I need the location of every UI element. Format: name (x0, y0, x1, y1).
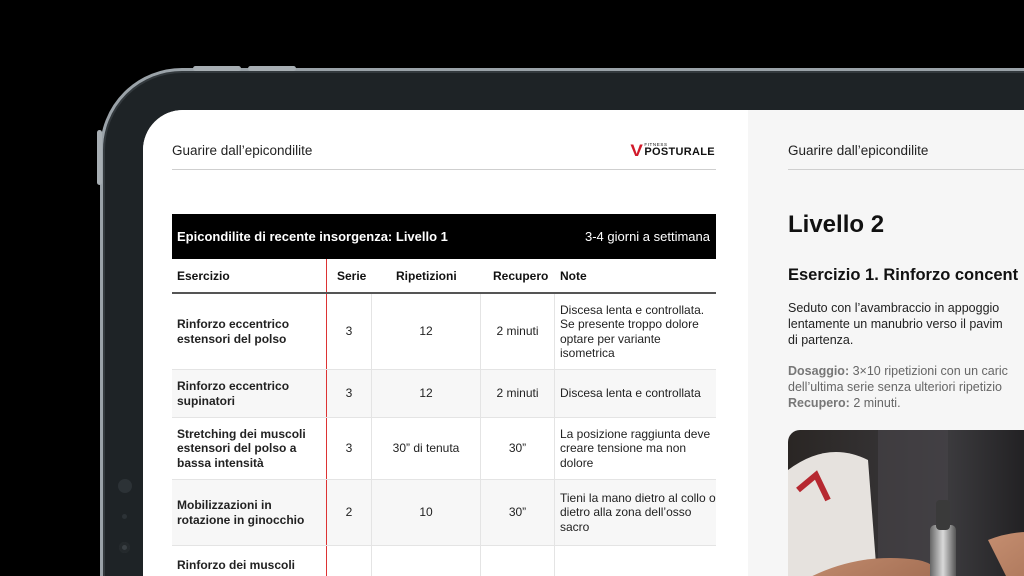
cell-rest: 30” (481, 418, 555, 479)
page-header-title: Guarire dall’epicondilite (788, 143, 929, 158)
description-line: di partenza. (788, 333, 854, 347)
column-header: Esercizio (172, 259, 327, 292)
cell-notes: Tieni la mano dietro al collo o dietro alla zona dell’osso sacro (560, 490, 716, 534)
exercise-title: Esercizio 1. Rinforzo concent (788, 266, 1019, 284)
table-row (172, 294, 716, 370)
left-page (143, 110, 748, 576)
cell-notes (555, 546, 716, 576)
header-divider (172, 169, 716, 170)
cell-sets (327, 546, 372, 576)
cell-exercise: Rinforzo eccentrico supinatori (172, 370, 327, 417)
cell-rest (481, 546, 555, 576)
cell-reps: 10 (372, 480, 481, 545)
right-page (748, 110, 1024, 576)
cell-notes: La posizione raggiunta deve creare tensione ma non dolore (560, 426, 711, 470)
rest-text: 2 minuti. (853, 396, 901, 410)
column-header: Ripetizioni (396, 268, 457, 283)
logo-brand-text: POSTURALE (644, 146, 715, 158)
camera-dot (118, 479, 132, 493)
cell-sets: 3 (327, 418, 372, 479)
cell-exercise: Rinforzo eccentrico estensori del polso (172, 294, 327, 369)
table-row (172, 546, 716, 576)
dosage-text: 3×10 ripetizioni con un caric (852, 364, 1008, 378)
cell-notes: Discesa lenta e controllata (560, 386, 701, 401)
cell-exercise: Mobilizzazioni in rotazione in ginocchio (172, 480, 327, 545)
rest-label: Recupero: (788, 396, 850, 410)
logo-small-text: FITNESS (644, 142, 668, 147)
column-header: Note (560, 268, 587, 283)
exercise-description (788, 300, 1024, 348)
cell-sets: 2 (327, 480, 372, 545)
table-title-bar (172, 214, 716, 259)
tablet-screen[interactable] (143, 110, 1024, 576)
exercise-table (172, 214, 716, 576)
description-line: Seduto con l’avambraccio in appoggio (788, 301, 1000, 315)
cell-reps: 12 (372, 294, 481, 369)
cell-rest: 30” (481, 480, 555, 545)
cell-sets: 3 (327, 294, 372, 369)
table-frequency: 3-4 giorni a settimana (584, 229, 710, 244)
exercise-photo (788, 430, 1024, 576)
table-row (172, 480, 716, 546)
volume-button-top (193, 66, 241, 71)
cell-exercise: Stretching dei muscoli estensori del polso a bassa intensità (172, 418, 327, 479)
dosage-block (788, 363, 1024, 411)
cell-rest: 2 minuti (481, 370, 555, 417)
dosage-text-continued: dell’ultima serie senza ulteriori ripetizio (788, 380, 1002, 394)
cell-exercise: Rinforzo dei muscoli (172, 546, 327, 576)
fitness-posturale-logo (631, 142, 715, 158)
side-button (97, 130, 102, 185)
volume-button-second (248, 66, 296, 71)
sensor-dot (122, 514, 127, 519)
level-title: Livello 2 (788, 211, 885, 238)
exercise-photo-illustration (788, 430, 1024, 576)
sensor-dot (119, 542, 130, 553)
column-header: Recupero (493, 268, 549, 283)
page-header-title: Guarire dall’epicondilite (172, 143, 313, 158)
table-body (172, 294, 716, 576)
description-line: lentamente un manubrio verso il pavim (788, 317, 1003, 331)
column-header: Serie (337, 268, 367, 283)
header-divider (788, 169, 1024, 170)
cell-reps: 30” di tenuta (372, 418, 481, 479)
dosage-label: Dosaggio: (788, 364, 850, 378)
cell-reps (372, 546, 481, 576)
cell-rest: 2 minuti (481, 294, 555, 369)
cell-notes: Discesa lenta e controllata. Se presente troppo dolore optare per variante isometrica (560, 302, 705, 360)
cell-sets: 3 (327, 370, 372, 417)
cell-reps: 12 (372, 370, 481, 417)
table-row (172, 370, 716, 418)
table-row (172, 418, 716, 480)
logo-v-mark-icon: V (630, 141, 643, 160)
table-title: Epicondilite di recente insorgenza: Livello 1 (177, 229, 448, 244)
table-header-row (172, 259, 716, 294)
